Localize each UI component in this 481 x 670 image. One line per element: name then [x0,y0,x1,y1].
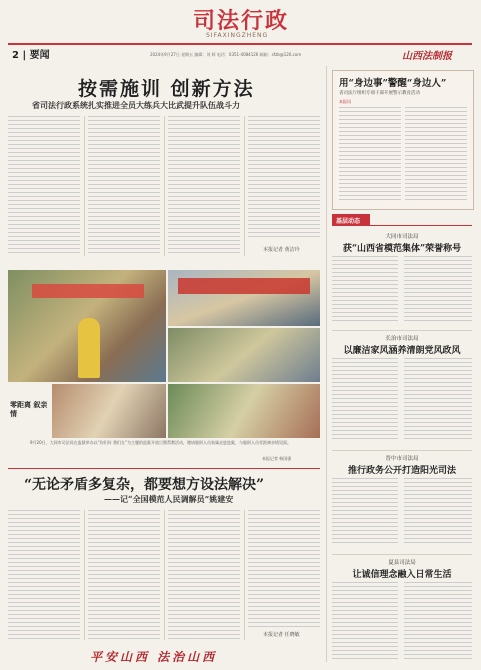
right-item [332,334,472,446]
bottom-headline: “无论矛盾多复杂，都要想方设法解决” [24,477,265,493]
right-item-body [404,582,472,660]
col-divider [164,510,165,640]
right-item-headline: 以廉洁家风涵养清朗党风政风 [343,346,461,356]
lead-body-col-1 [8,116,80,256]
lead-subhead: 省司法行政系统扎实推进全员大练兵大比武提升队伍战斗力 [32,100,240,110]
right-item [332,558,472,662]
bottom-article [8,468,320,643]
right-top-body-2 [405,107,467,203]
lead-article [8,74,320,260]
bottom-rule [8,468,320,469]
photo-caption-left: 零距离 叙亲情 [10,400,48,418]
right-top-byline: 本报讯 [339,99,351,104]
bottom-subhead: ——记“全国模范人民调解员”姚建安 [104,494,234,504]
right-top-subhead: 省司法厅组织专项干部开展警示教育活动 [339,91,420,96]
photo-figure [78,318,100,378]
section-tag-rule [370,225,472,226]
bottom-body-col-2 [88,510,160,640]
right-item-body [332,582,398,660]
right-item-headline: 推行政务公开打造阳光司法 [347,466,456,476]
right-item-body [404,358,472,442]
section-pinyin: SIFAXINGZHENG [206,32,269,39]
right-item-unit: 晋中市司法局 [385,456,419,462]
footer-calligraphy: 平安山西 法治山西 [90,650,218,664]
col-divider [84,510,85,640]
masthead-rule [8,43,472,45]
right-item-body [332,358,398,442]
paper-logo: 山西法制报 [402,51,452,62]
lead-byline: 本报记者 黄洁玲 [263,247,300,253]
photo-caption: 9月20日，大同市司法局在监狱举办以“你们好 我们在”为主题的监狱开放日暨帮教活动，邀请服刑人员家属走进监狱，与服刑人员零距离亲情见面。 [30,440,292,445]
right-item-divider [332,450,472,451]
photo-top-right [168,270,320,326]
date-line: 2024年9月27日 星期五 编辑：刘 辉 电话：0351-4084126 邮箱：sfzb@126.com [150,52,302,57]
right-top-body-1 [339,107,401,203]
lead-body-col-2 [88,116,160,256]
right-item-divider [332,554,472,555]
bottom-body-col-4 [248,510,320,628]
right-item-divider [332,330,472,331]
photo-main [8,270,166,382]
lead-body-col-4 [248,116,320,238]
photo-bottom-right [168,384,320,438]
column-divider [326,66,327,662]
right-item-body [404,478,472,546]
right-item [332,454,472,550]
bottom-body-col-3 [168,510,240,640]
right-item-unit: 长治市司法局 [385,336,419,342]
right-top-headline: 用“身边事”警醒“身边人” [339,78,447,89]
photo-mid-right [168,328,320,382]
section-title: 司法行政 [193,8,290,34]
right-item-body [332,256,398,324]
right-item-unit: 大同市司法局 [385,234,419,240]
bottom-body-col-1 [8,510,80,640]
photo-credit: 本报记者 韩国强 [262,456,292,461]
right-item-unit: 夏县司法局 [388,560,416,566]
photo-banner [32,284,144,298]
page-label: 2 | 要闻 [12,50,50,61]
lead-headline: 按需施训 创新方法 [78,78,255,100]
photo-banner [178,278,310,294]
right-item-headline: 获“山西省模范集体”荣誉称号 [342,244,462,254]
right-item-body [404,256,472,324]
col-divider [164,116,165,256]
col-divider [244,116,245,256]
col-divider [244,510,245,640]
lead-body-col-3 [168,116,240,256]
photo-block [8,270,320,438]
photo-bottom-left [52,384,166,438]
right-item-body [332,478,398,546]
bottom-byline: 本报记者 任晓敏 [263,632,300,638]
right-top-article [332,70,474,210]
col-divider [84,116,85,256]
right-item [332,232,472,328]
masthead [0,0,481,62]
section-tag [332,214,472,226]
right-item-headline: 让诚信理念融入日常生活 [352,570,452,580]
section-tag-label: 基层动态 [336,218,361,225]
